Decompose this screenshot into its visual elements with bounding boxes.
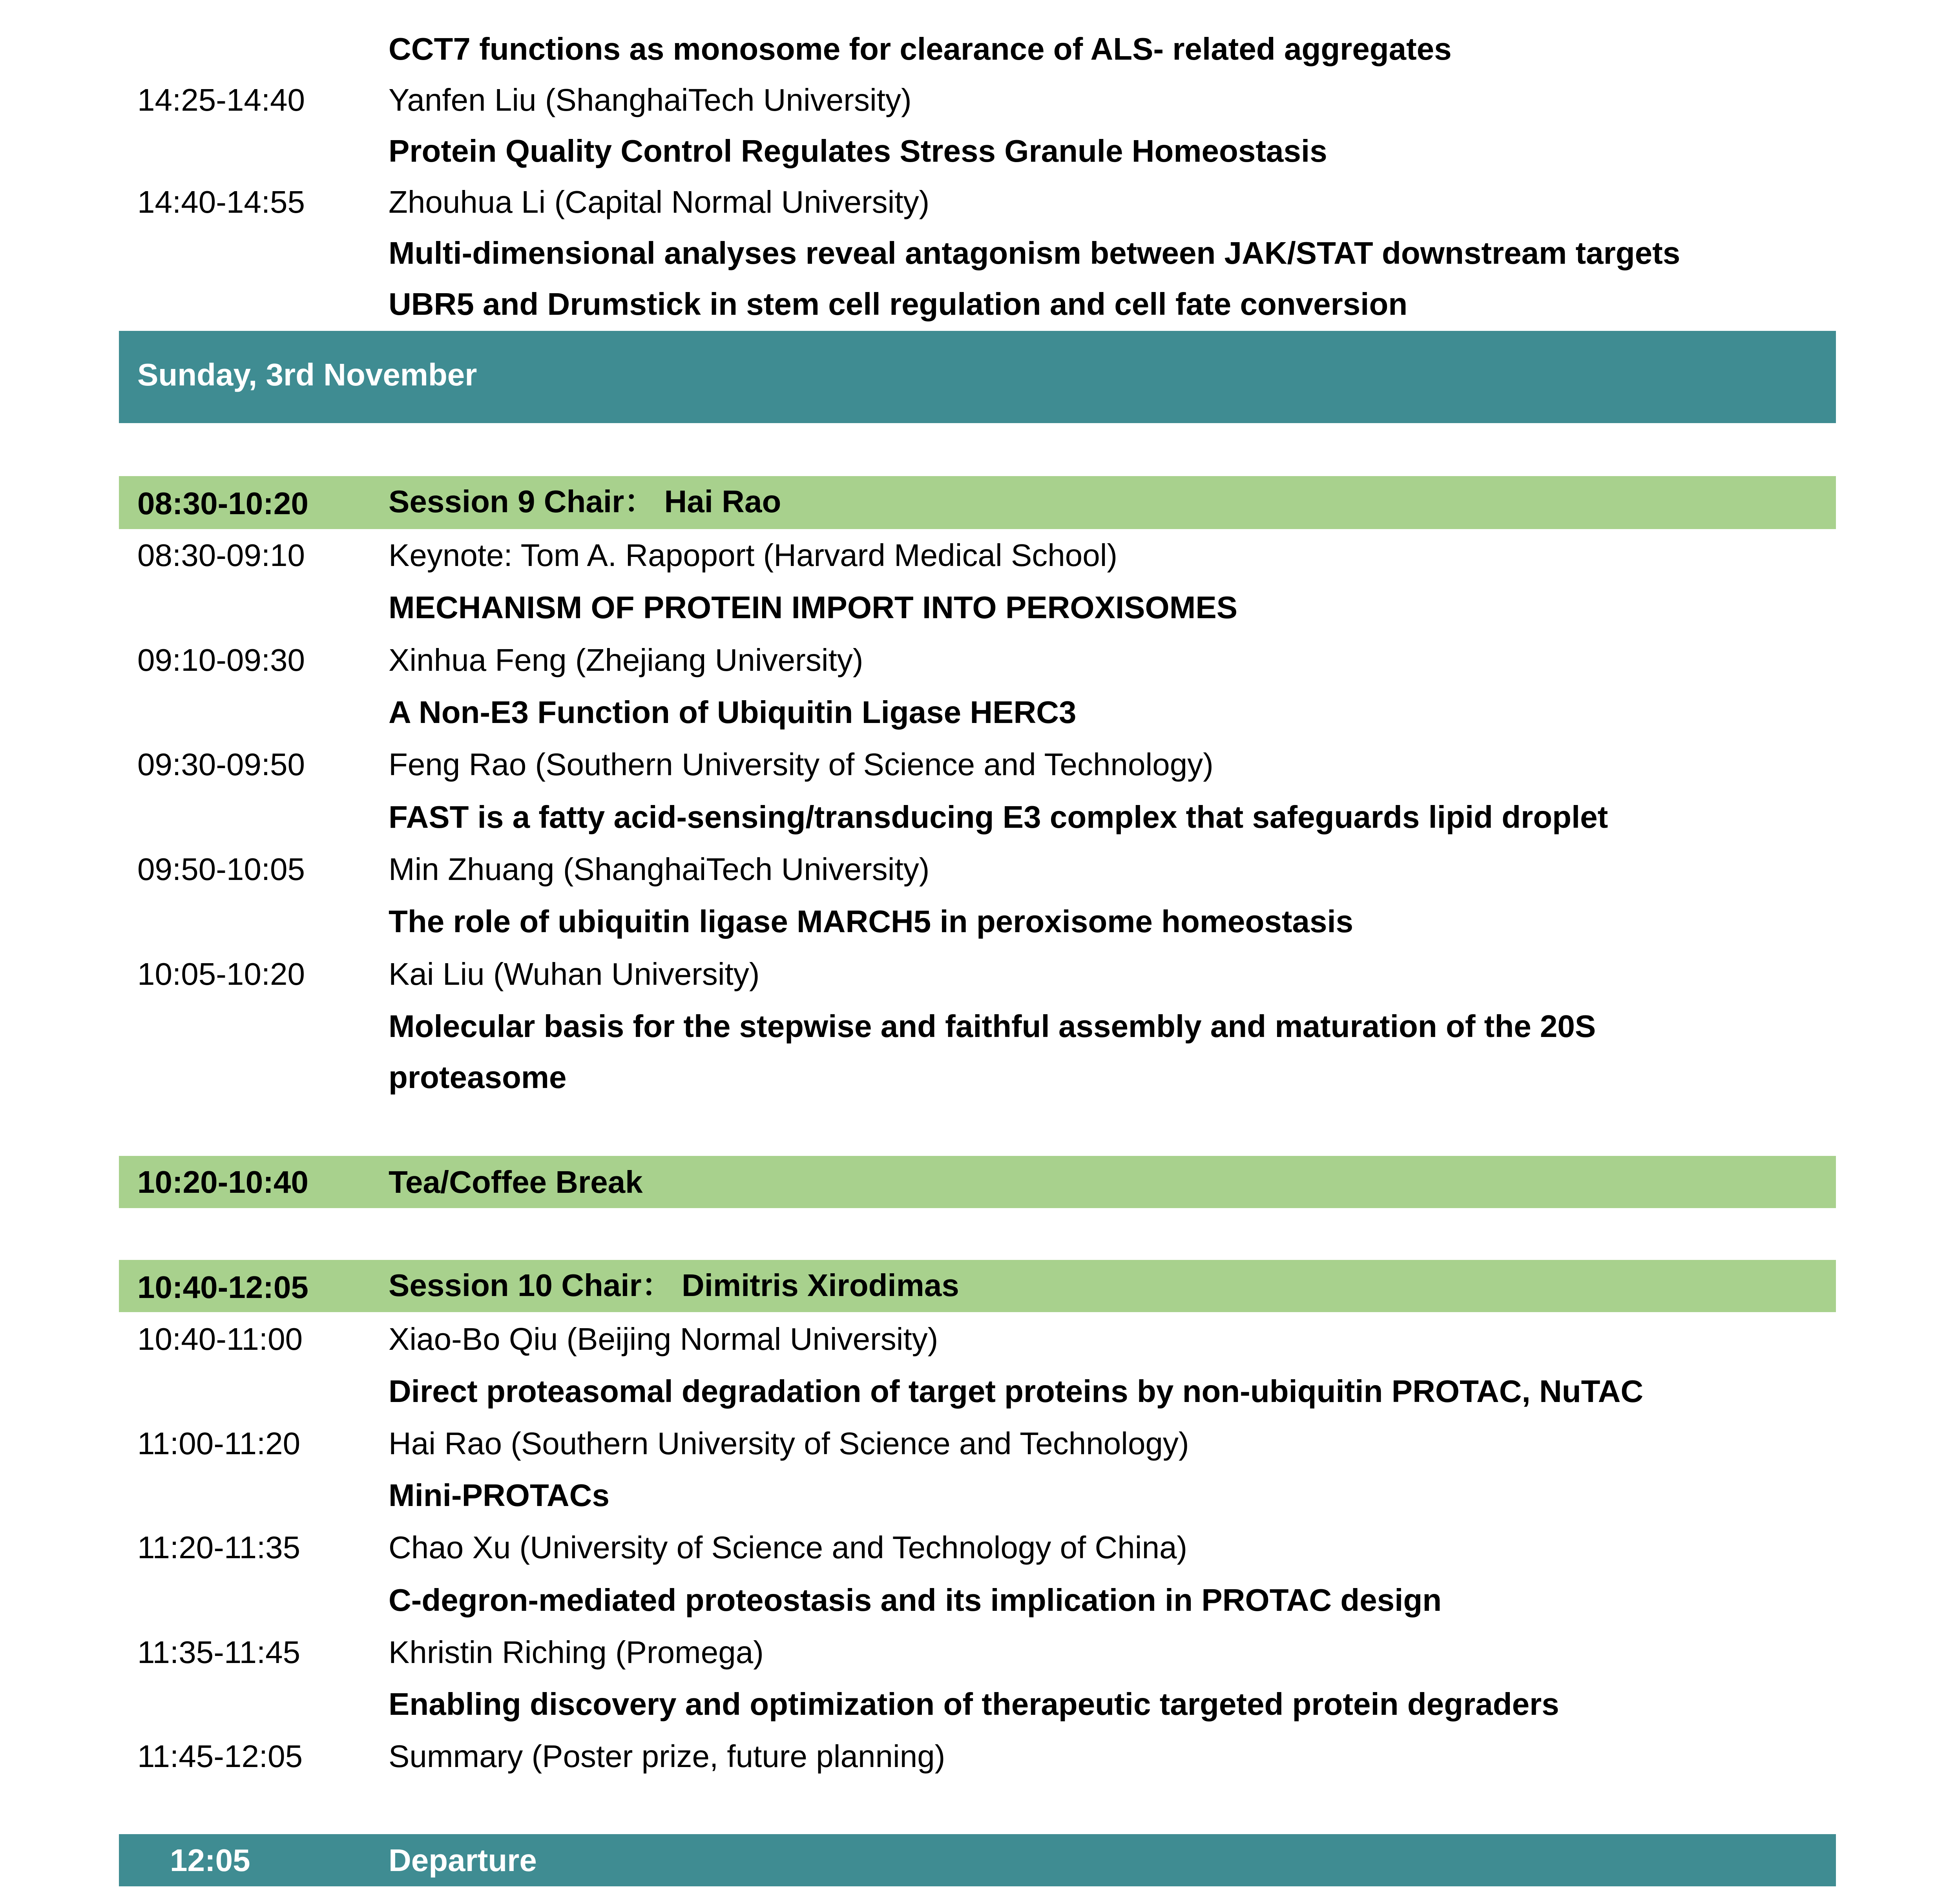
talk-title: Multi-dimensional analyses reveal antagonism between JAK/STAT downstream targets xyxy=(389,235,1681,270)
talk-speaker: Zhouhua Li (Capital Normal University) xyxy=(389,184,930,219)
talk-speaker: Khristin Riching (Promega) xyxy=(389,1635,764,1670)
departure-time: 12:05 xyxy=(170,1843,250,1878)
departure-band xyxy=(119,1834,1836,1886)
talk-title: MECHANISM OF PROTEIN IMPORT INTO PEROXISOMES xyxy=(389,590,1238,625)
talk-speaker: Hai Rao (Southern University of Science and Technology) xyxy=(389,1426,1189,1461)
talk-time: 08:30-09:10 xyxy=(137,538,305,573)
session-band xyxy=(119,1260,1836,1312)
talk-title: The role of ubiquitin ligase MARCH5 in peroxisome homeostasis xyxy=(389,904,1354,939)
talk-speaker: Summary (Poster prize, future planning) xyxy=(389,1739,945,1774)
talk-title: Molecular basis for the stepwise and faithful assembly and maturation of the 20S xyxy=(389,1009,1596,1044)
talk-time: 10:40-11:00 xyxy=(137,1322,303,1356)
talk-title: FAST is a fatty acid-sensing/transducing E3 complex that safeguards lipid droplet xyxy=(389,800,1608,834)
talk-title: A Non-E3 Function of Ubiquitin Ligase HERC3 xyxy=(389,695,1077,730)
talk-speaker: Min Zhuang (ShanghaiTech University) xyxy=(389,852,930,887)
talk-title: CCT7 functions as monosome for clearance of ALS- related aggregates xyxy=(389,31,1452,66)
day-header: Sunday, 3rd November xyxy=(137,357,477,392)
talk-title-continued: proteasome xyxy=(389,1060,567,1095)
talk-title-continued: UBR5 and Drumstick in stem cell regulation and cell fate conversion xyxy=(389,287,1408,321)
session-chair: Session 9 Chair： Hai Rao xyxy=(389,484,781,519)
session-band xyxy=(119,476,1836,529)
talk-speaker: Yanfen Liu (ShanghaiTech University) xyxy=(389,82,912,117)
talk-speaker: Keynote: Tom A. Rapoport (Harvard Medical School) xyxy=(389,538,1118,573)
session-time: 10:40-12:05 xyxy=(137,1270,308,1305)
session-chair: Session 10 Chair： Dimitris Xirodimas xyxy=(389,1268,959,1303)
talk-speaker: Chao Xu (University of Science and Technology of China) xyxy=(389,1530,1188,1565)
talk-speaker: Kai Liu (Wuhan University) xyxy=(389,957,760,991)
talk-time: 11:20-11:35 xyxy=(137,1530,301,1565)
talk-title: Direct proteasomal degradation of target proteins by non-ubiquitin PROTAC, NuTAC xyxy=(389,1374,1644,1409)
talk-title: Protein Quality Control Regulates Stress Granule Homeostasis xyxy=(389,133,1327,168)
talk-title: C-degron-mediated proteostasis and its implication in PROTAC design xyxy=(389,1583,1442,1617)
talk-time: 09:30-09:50 xyxy=(137,747,305,782)
break-band xyxy=(119,1156,1836,1208)
talk-speaker: Xiao-Bo Qiu (Beijing Normal University) xyxy=(389,1322,938,1356)
talk-title: Enabling discovery and optimization of therapeutic targeted protein degraders xyxy=(389,1687,1559,1721)
talk-title: Mini-PROTACs xyxy=(389,1478,609,1513)
talk-time: 09:50-10:05 xyxy=(137,852,305,887)
talk-time: 11:35-11:45 xyxy=(137,1635,301,1670)
talk-time: 10:05-10:20 xyxy=(137,957,305,991)
departure-label: Departure xyxy=(389,1843,537,1878)
talk-time: 14:25-14:40 xyxy=(137,82,305,117)
break-label: Tea/Coffee Break xyxy=(389,1165,643,1199)
talk-speaker: Feng Rao (Southern University of Science and Technology) xyxy=(389,747,1213,782)
break-time: 10:20-10:40 xyxy=(137,1165,308,1199)
talk-time: 14:40-14:55 xyxy=(137,184,305,219)
day-header-band xyxy=(119,331,1836,423)
talk-time: 11:45-12:05 xyxy=(137,1739,303,1774)
talk-time: 11:00-11:20 xyxy=(137,1426,301,1461)
session-time: 08:30-10:20 xyxy=(137,486,308,521)
talk-speaker: Xinhua Feng (Zhejiang University) xyxy=(389,643,863,677)
talk-time: 09:10-09:30 xyxy=(137,643,305,677)
